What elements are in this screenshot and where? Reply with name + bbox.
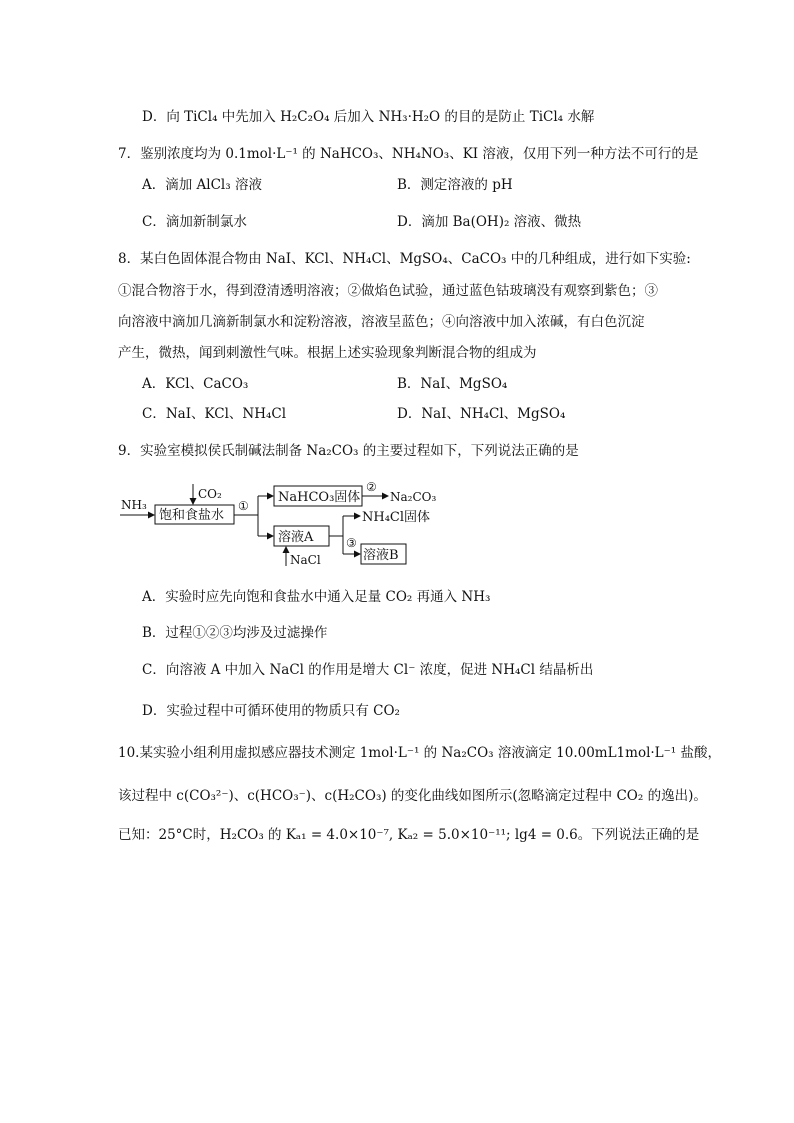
q7-option-a: A．滴加 AlCl₃ 溶液 [142,177,262,193]
q7-option-c: C．滴加新制氯水 [142,214,247,230]
q10-stem-line-2: 该过程中 c(CO₃²⁻)、c(HCO₃⁻)、c(H₂CO₃) 的变化曲线如图所示(忽略滴定过程中 CO₂ 的逸出)。 [118,788,707,804]
step3-label: ③ [346,536,357,550]
q9-option-c: C．向溶液 A 中加入 NaCl 的作用是增大 Cl⁻ 浓度，促进 NH₄Cl 结晶析出 [142,662,594,678]
q9-option-d: D．实验过程中可循环使用的物质只有 CO₂ [142,703,400,719]
q8-stem-line-1: 8．某白色固体混合物由 NaI、KCl、NH₄Cl、MgSO₄、CaCO₃ 中的几种组成，进行如下实验: [118,251,691,267]
q6-option-d: D．向 TiCl₄ 中先加入 H₂C₂O₄ 后加入 NH₃·H₂O 的目的是防止 TiCl₄ 水解 [142,109,595,125]
q8-option-b: B．NaI、MgSO₄ [397,376,508,392]
q10-stem-line-3: 已知：25°C时，H₂CO₃ 的 Kₐ₁ = 4.0×10⁻⁷, Kₐ₂ = 5.0×10⁻¹¹; lg4 = 0.6。下列说法正确的是 [118,827,700,843]
q8-option-a: A．KCl、CaCO₃ [142,376,249,392]
step1-label: ① [238,499,249,513]
solution-a-label: 溶液A [278,530,314,545]
q8-stem-line-4: 产生，微热，闻到刺激性气味。根据上述实验现象判断混合物的组成为 [118,345,537,361]
q7-option-d: D．滴加 Ba(OH)₂ 溶液、微热 [397,214,582,230]
brine-label: 饱和食盐水 [159,508,225,523]
co2-label: CO₂ [198,487,222,501]
q9-option-a: A．实验时应先向饱和食盐水中通入足量 CO₂ 再通入 NH₃ [142,589,491,605]
q8-option-c: C．NaI、KCl、NH₄Cl [142,406,287,422]
nh3-label: NH₃ [121,498,147,512]
step2-label: ② [366,480,377,494]
nacl-label: NaCl [290,553,321,567]
nh4cl-label: NH₄Cl固体 [362,510,431,525]
q8-stem-line-2: ①混合物溶于水，得到澄清透明溶液；②做焰色试验，通过蓝色钴玻璃没有观察到紫色；③ [118,283,658,299]
nahco3-label: NaHCO₃固体 [278,490,361,505]
q9-stem: 9．实验室模拟侯氏制碱法制备 Na₂CO₃ 的主要过程如下，下列说法正确的是 [118,443,579,459]
process-flow-diagram [118,476,448,572]
q8-option-d: D．NaI、NH₄Cl、MgSO₄ [397,406,566,422]
q9-option-b: B．过程①②③均涉及过滤操作 [142,625,328,641]
q7-stem: 7．鉴别浓度均为 0.1mol·L⁻¹ 的 NaHCO₃、NH₄NO₃、KI 溶液，仅用下列一种方法不可行的是 [118,146,699,162]
q8-stem-line-3: 向溶液中滴加几滴新制氯水和淀粉溶液，溶液呈蓝色；④向溶液中加入浓碱，有白色沉淀 [118,314,645,330]
na2co3-label: Na₂CO₃ [390,490,437,504]
q7-option-b: B．测定溶液的 pH [397,177,513,193]
q10-stem-line-1: 10.某实验小组利用虚拟感应器技术测定 1mol·L⁻¹ 的 Na₂CO₃ 溶液滴定 10.00mL1mol·L⁻¹ 盐酸， [118,745,721,761]
solution-b-label: 溶液B [363,548,399,563]
